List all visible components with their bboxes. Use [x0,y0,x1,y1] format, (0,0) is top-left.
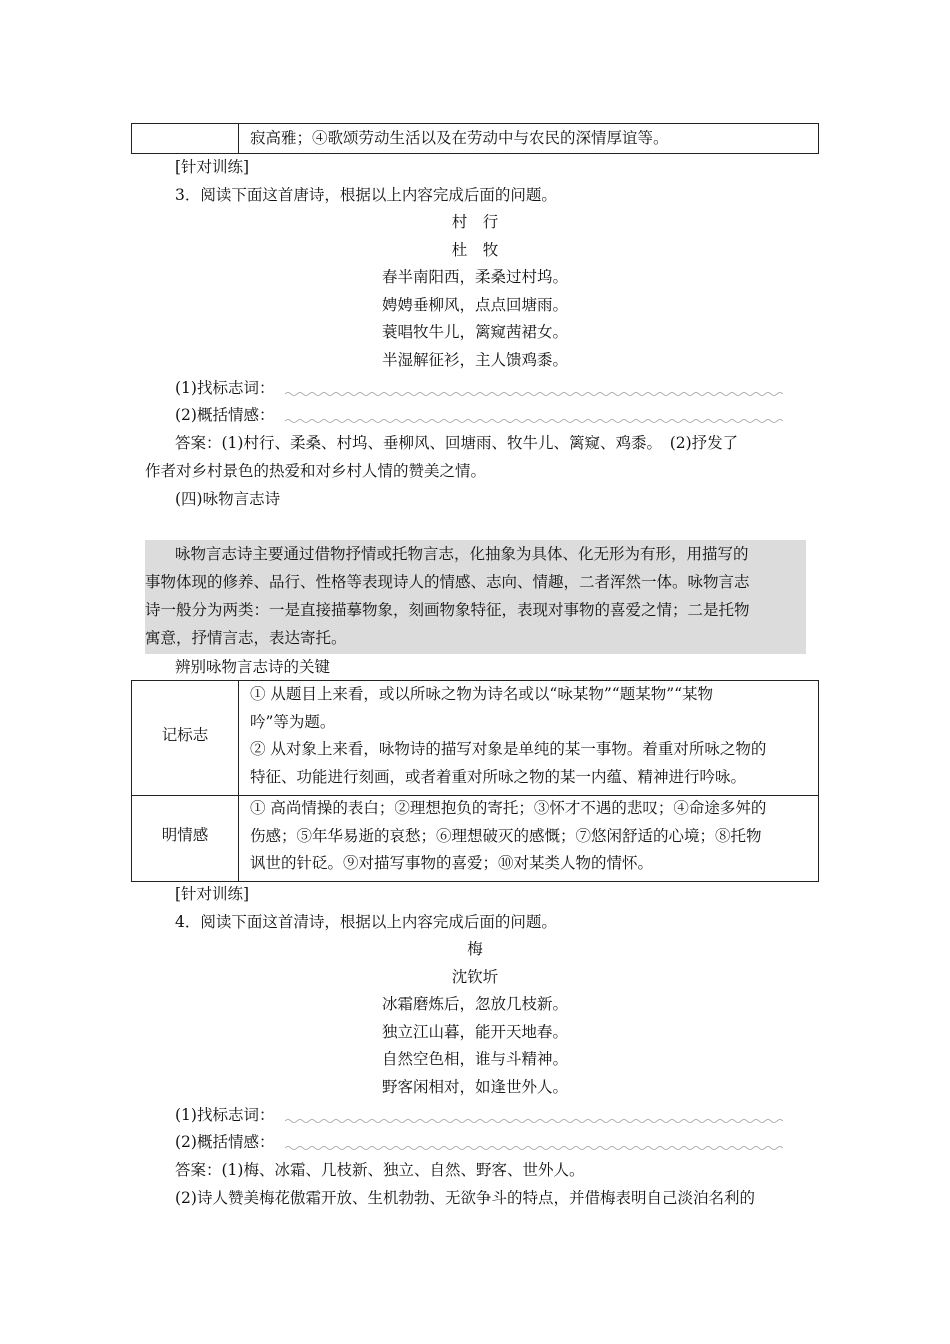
poem-line: 蓑唱牧牛儿，篱窥茜裙女。 [381,323,568,341]
answer-text: 答案：(1)村行、柔桑、村坞、垂柳风、回塘雨、牧牛儿、篱窥、鸡黍。 (2)抒发了 [175,434,739,452]
poem-title: 村 行 [451,213,499,231]
poem-author: 沈钦圻 [451,968,499,986]
training-heading: [针对训练] [175,158,250,176]
poem-line: 野客闲相对，如逢世外人。 [381,1078,568,1096]
poem-line: 自然空色相，谁与斗精神。 [381,1050,568,1068]
training-heading: [针对训练] [175,885,250,903]
poem-line: 半湿解征衫，主人馈鸡黍。 [381,351,568,369]
table-divider [238,124,239,153]
answer-text: 答案：(1)梅、冰霜、几枝新、独立、自然、野客、世外人。 [175,1161,585,1179]
table-cell-line: 特征、功能进行刻画，或者着重对所咏之物的某一内蕴、精神进行吟咏。 [250,768,747,786]
sub-question-1: (1)找标志词： [175,379,275,397]
poem-author: 杜 牧 [451,241,499,259]
table-divider [132,795,818,796]
answer-blank-line[interactable] [285,1144,783,1152]
key-table [131,680,819,882]
answer-blank-line[interactable] [285,390,783,398]
question-4-prompt: 4．阅读下面这首清诗，根据以上内容完成后面的问题。 [175,913,557,931]
table-cell-line: ① 从题目上来看，或以所咏之物为诗名或以“咏某物”“题某物”“某物 [250,685,714,703]
paragraph-line: 诗一般分为两类：一是直接描摹物象，刻画物象特征，表现对事物的喜爱之情；二是托物 [145,601,750,619]
poem-line: 独立江山暮，能开天地春。 [381,1023,568,1041]
sub-question-1: (1)找标志词： [175,1106,275,1124]
paragraph-line: 事物体现的修养、品行、性格等表现诗人的情感、志向、情趣，二者浑然一体。咏物言志 [145,573,750,591]
answer-text: (2)诗人赞美梅花傲霜开放、生机勃勃、无欲争斗的特点，并借梅表明自己淡泊名利的 [175,1189,755,1207]
paragraph-line: 寓意，抒情言志，表达寄托。 [145,629,347,647]
table-cell-line: ① 高尚情操的表白；②理想抱负的寄托；③怀才不遇的悲叹；④命途多舛的 [250,799,767,817]
poem-line: 冰霜磨炼后，忽放几枝新。 [381,995,568,1013]
table-cell-line: 伤感；⑤年华易逝的哀愁；⑥理想破灭的感慨；⑦悠闲舒适的心境；⑧托物 [250,827,762,845]
sub-question-2: (2)概括情感： [175,406,275,424]
key-title: 辨别咏物言志诗的关键 [175,658,331,676]
row-header: 记标志 [161,726,209,744]
section-title: (四)咏物言志诗 [175,490,281,508]
poem-line: 春半南阳西，柔桑过村坞。 [381,268,568,286]
row-header: 明情感 [161,826,209,844]
paragraph-line: 咏物言志诗主要通过借物抒情或托物言志，化抽象为具体、化无形为有形，用描写的 [175,545,749,563]
answer-blank-line[interactable] [285,417,783,425]
table-cell-line: 讽世的针砭。⑨对描写事物的喜爱；⑩对某类人物的情怀。 [250,854,654,872]
continued-table [131,123,819,154]
poem-title: 梅 [467,940,483,958]
table-divider [238,681,239,881]
table-cell-line: 吟”等为题。 [250,713,336,731]
answer-blank-line[interactable] [285,1117,783,1125]
table-cell-line: ② 从对象上来看，咏物诗的描写对象是单纯的某一事物。着重对所咏之物的 [250,740,767,758]
shaded-explanation [145,540,806,654]
table-cell-text: 寂高雅；④歌颂劳动生活以及在劳动中与农民的深情厚谊等。 [250,129,669,147]
answer-text: 作者对乡村景色的热爱和对乡村人情的赞美之情。 [145,462,487,480]
poem-line: 娉娉垂柳风，点点回塘雨。 [381,296,568,314]
question-3-prompt: 3．阅读下面这首唐诗，根据以上内容完成后面的问题。 [175,186,557,204]
sub-question-2: (2)概括情感： [175,1133,275,1151]
